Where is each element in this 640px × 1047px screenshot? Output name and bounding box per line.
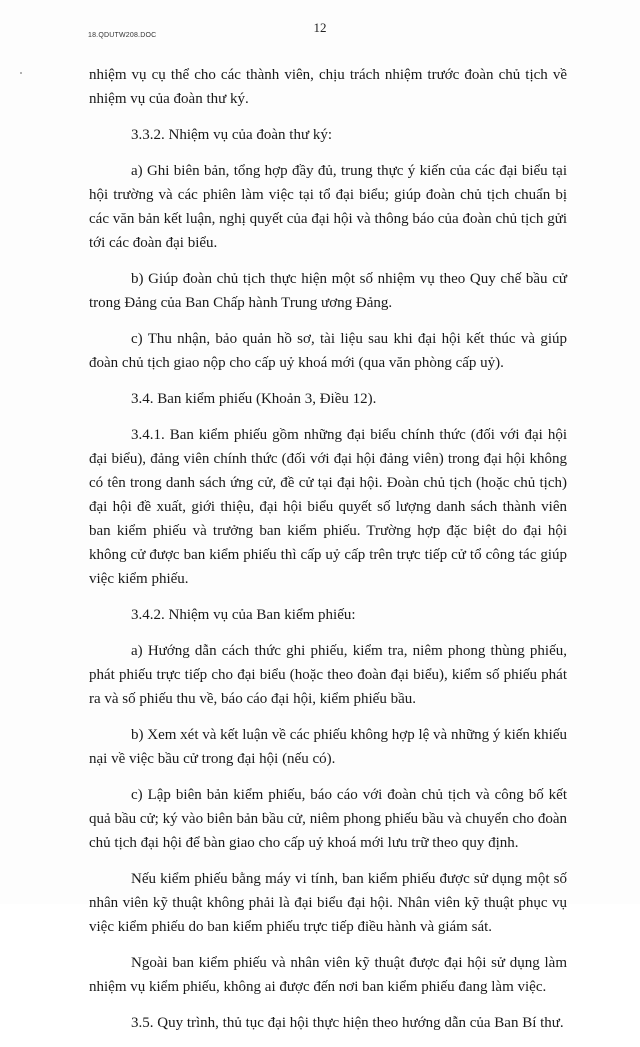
paragraph-3-4-2-b: b) Xem xét và kết luận về các phiếu không hợp lệ và những ý kiến khiếu nại về việc bầu cử trong đại hội (nếu có).	[89, 727, 567, 767]
document-body	[89, 63, 567, 1047]
paragraph-continuation: nhiệm vụ cụ thể cho các thành viên, chịu trách nhiệm trước đoàn chủ tịch về nhiệm vụ của đoàn thư ký.	[89, 67, 567, 107]
paragraph-3-4-2-a: a) Hướng dẫn cách thức ghi phiếu, kiểm tra, niêm phong thùng phiếu, phát phiếu trực tiếp cho đại biểu (hoặc theo đoàn đại biểu), kiểm số phiếu phát ra và số phiếu thu về, báo cáo đại hội, kiểm phiếu bầu.	[89, 643, 567, 707]
paragraph-access-restriction: Ngoài ban kiểm phiếu và nhân viên kỹ thuật được đại hội sử dụng làm nhiệm vụ kiểm phiếu, không ai được đến nơi ban kiểm phiếu đang làm việc.	[89, 955, 567, 995]
section-heading-3-4: 3.4. Ban kiểm phiếu (Khoản 3, Điều 12).	[131, 391, 377, 407]
paragraph-3-3-2-c: c) Thu nhận, bảo quản hồ sơ, tài liệu sau khi đại hội kết thúc và giúp đoàn chủ tịch giao nộp cho cấp uỷ khoá mới (qua văn phòng cấp uỷ).	[89, 331, 567, 371]
section-heading-3-4-2: 3.4.2. Nhiệm vụ của Ban kiểm phiếu:	[131, 607, 356, 623]
scan-speck	[20, 72, 22, 74]
paragraph-3-3-2-b: b) Giúp đoàn chủ tịch thực hiện một số nhiệm vụ theo Quy chế bầu cử trong Đảng của Ban Chấp hành Trung ương Đảng.	[89, 271, 567, 311]
file-name-header: 18.QDUTW208.DOC	[88, 32, 157, 39]
section-heading-3-3-2: 3.3.2. Nhiệm vụ của đoàn thư ký:	[131, 127, 333, 143]
paragraph-3-4-1: 3.4.1. Ban kiểm phiếu gồm những đại biểu chính thức (đối với đại hội đại biểu), đảng viên chính thức (đối với đại hội đảng viên) trong đại hội không có tên trong danh sách ứng cử, đề cử tại đại hội. Đoàn chủ tịch (hoặc chủ tịch) đại hội đề xuất, giới thiệu, đại hội biểu quyết số lượng danh sách thành viên ban kiểm phiếu và trưởng ban kiểm phiếu. Trường hợp đặc biệt do đại hội không cử được ban kiểm phiếu thì cấp uỷ cấp trên trực tiếp cử tổ công tác giúp việc kiểm phiếu.	[89, 427, 567, 587]
paragraph-3-3-2-a: a) Ghi biên bản, tổng hợp đầy đủ, trung thực ý kiến của các đại biểu tại hội trường và các phiên làm việc tại tổ đại biểu; giúp đoàn chủ tịch chuẩn bị các văn bản kết luận, nghị quyết của đại hội và thông báo của đoàn chủ tịch gửi tới các đoàn đại biểu.	[89, 163, 567, 251]
section-heading-3-5: 3.5. Quy trình, thủ tục đại hội thực hiện theo hướng dẫn của Ban Bí thư.	[131, 1015, 564, 1031]
paragraph-computer-counting: Nếu kiểm phiếu bằng máy vi tính, ban kiểm phiếu được sử dụng một số nhân viên kỹ thuật không phải là đại biểu đại hội. Nhân viên kỹ thuật phục vụ việc kiểm phiếu do ban kiểm phiếu trực tiếp điều hành và giám sát.	[89, 871, 567, 935]
page-number: 12	[313, 20, 327, 35]
paragraph-3-4-2-c: c) Lập biên bản kiểm phiếu, báo cáo với đoàn chủ tịch và công bố kết quả bầu cử; ký vào biên bản bầu cử, niêm phong phiếu bầu và chuyển cho đoàn chủ tịch đại hội để bàn giao cho cấp uỷ khoá mới lưu trữ theo quy định.	[89, 787, 567, 851]
